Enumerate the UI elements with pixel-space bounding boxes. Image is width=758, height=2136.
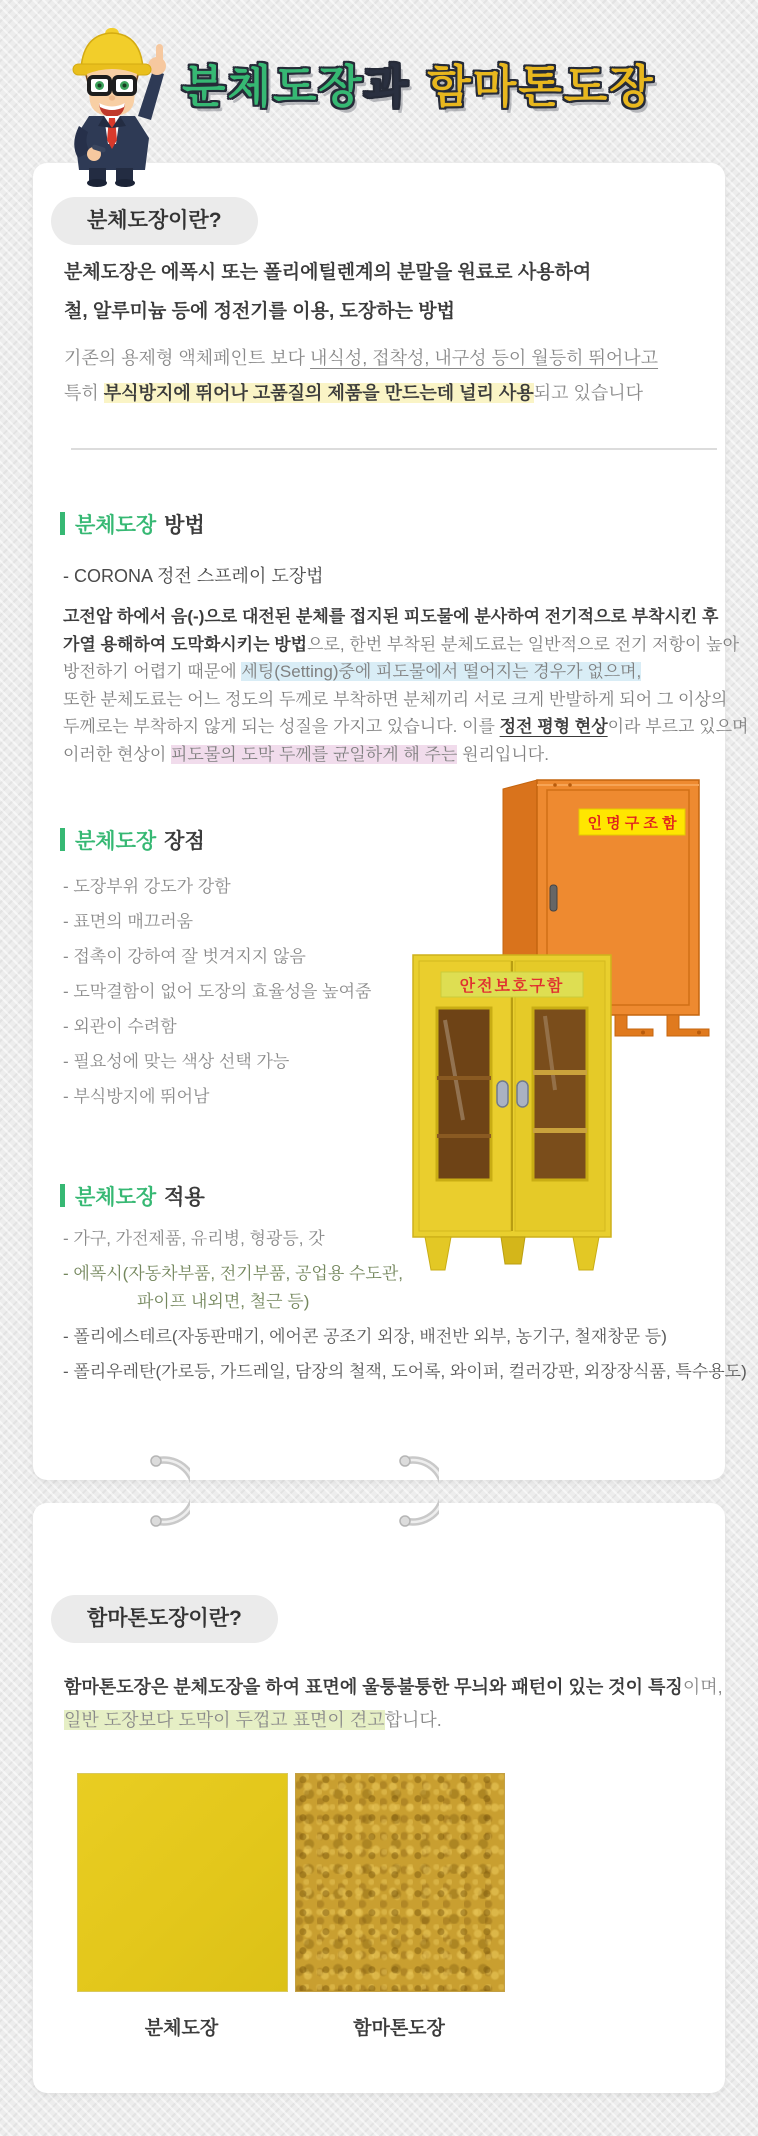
powder-coating-sample-image bbox=[77, 1773, 288, 1992]
badge-what-is-hammertone-coating: 함마톤도장이란? bbox=[51, 1595, 278, 1643]
title-powder-coating: 분체도장 bbox=[182, 61, 364, 112]
section-divider bbox=[71, 448, 717, 450]
section-heading-advantages: 분체도장 장점 bbox=[60, 825, 205, 855]
list-item: - 부식방지에 뛰어남 bbox=[63, 1087, 210, 1106]
cabinet-handle bbox=[517, 1081, 528, 1107]
yellow-cabinet-image bbox=[405, 950, 621, 1272]
intro-paragraph: 분체도장은 에폭시 또는 폴리에틸렌계의 분말을 원료로 사용하여 철, 알루미늄 등에 정전기를 이용, 도장하는 방법 bbox=[64, 262, 592, 322]
engineer-mascot-illustration bbox=[52, 16, 174, 188]
list-item: - 폴리에스테르(자동판매기, 에어콘 공조기 외장, 배전반 외부, 농기구, 철재창문 등) bbox=[63, 1327, 667, 1346]
method-paragraph: 고전압 하에서 음(-)으로 대전된 분체를 접지된 피도물에 분사하여 전기적으로 부착시킨 후 가열 용해하여 도막화시키는 방법으로, 한번 부착된 분체도료는 일반적으로 전기 저항이 높아 방전하기 어렵기 때문에 세팅(Setting)중에 피도물에서 떨어지는 경우가 없으며, 또한 분체도료는 어느 정도의 두께로 부착하면 분체끼리 서로 크게 반발하게 되어 그 이상의 두께로는 부착하지 않게 되는 성질을 가지고 있습니다. 이를 정전 평형 현상이라 부르고 있으며 이러한 현상이 피도물의 도막 두께를 균일하게 해 주는 원리입니다. bbox=[63, 607, 749, 764]
title-and: 과 bbox=[363, 61, 410, 112]
list-item: - 도장부위 강도가 강함 bbox=[63, 877, 231, 896]
cabinet-handle bbox=[497, 1081, 508, 1107]
badge-what-is-powder-coating: 분체도장이란? bbox=[51, 197, 258, 245]
list-item: - 폴리우레탄(가로등, 가드레일, 담장의 철잭, 도어록, 와이퍼, 컬러강판, 외장장식품, 특수용도) bbox=[63, 1362, 747, 1381]
binder-ring-icon bbox=[142, 1450, 190, 1532]
mascot-raised-arm bbox=[138, 70, 164, 120]
section-heading-applications: 분체도장 적용 bbox=[60, 1181, 205, 1211]
svg-text:인 명 구 조 함: 인 명 구 조 함 bbox=[587, 815, 677, 832]
hammertone-paragraph: 함마톤도장은 분체도장을 하여 표면에 울퉁불퉁한 무늬와 패턴이 있는 것이 특징이며, 일반 도장보다 도막이 두껍고 표면이 견고합니다. bbox=[64, 1677, 723, 1730]
list-item: - 필요성에 맞는 색상 선택 가능 bbox=[63, 1052, 290, 1071]
binder-ring-icon bbox=[391, 1450, 439, 1532]
list-item: - 에폭시(자동차부품, 전기부품, 공업용 수도관, 파이프 내외면, 철근 등) bbox=[63, 1264, 403, 1311]
title-hammertone-coating: 함마톤도장 bbox=[427, 61, 655, 112]
list-item: - 외관이 수려함 bbox=[63, 1017, 177, 1036]
list-item: - 가구, 가전제품, 유리병, 형광등, 갓 bbox=[63, 1229, 325, 1248]
svg-text:안전보호구함: 안전보호구함 bbox=[459, 978, 565, 995]
section-heading-method: 분체도장 방법 bbox=[60, 509, 205, 539]
hammertone-coating-sample-image bbox=[295, 1773, 505, 1992]
list-item: - 도막결함이 없어 도장의 효율성을 높여줌 bbox=[63, 982, 372, 1001]
cabinet-handle bbox=[550, 885, 557, 911]
intro-sub-paragraph: 기존의 용제형 액체페인트 보다 내식성, 접착성, 내구성 등이 월등히 뛰어나고 특히 부식방지에 뛰어나 고품질의 제품을 만드는데 널리 사용되고 있습니다 bbox=[64, 348, 659, 403]
page-title bbox=[182, 50, 655, 115]
list-item: - 표면의 매끄러움 bbox=[63, 912, 194, 931]
green-bar-icon bbox=[60, 512, 65, 535]
powder-coating-card bbox=[33, 163, 749, 1480]
method-subtitle: - CORONA 정전 스프레이 도장법 bbox=[63, 566, 324, 586]
green-bar-icon bbox=[60, 1184, 65, 1207]
sample-label-hammertone: 함마톤도장 bbox=[353, 2018, 445, 2039]
green-bar-icon bbox=[60, 828, 65, 851]
advantages-list bbox=[63, 869, 371, 1114]
sample-label-powder: 분체도장 bbox=[144, 2018, 219, 2039]
hammertone-coating-card bbox=[33, 1503, 725, 2093]
list-item: - 접촉이 강하여 잘 벗겨지지 않음 bbox=[63, 947, 306, 966]
applications-list bbox=[63, 1225, 747, 1393]
